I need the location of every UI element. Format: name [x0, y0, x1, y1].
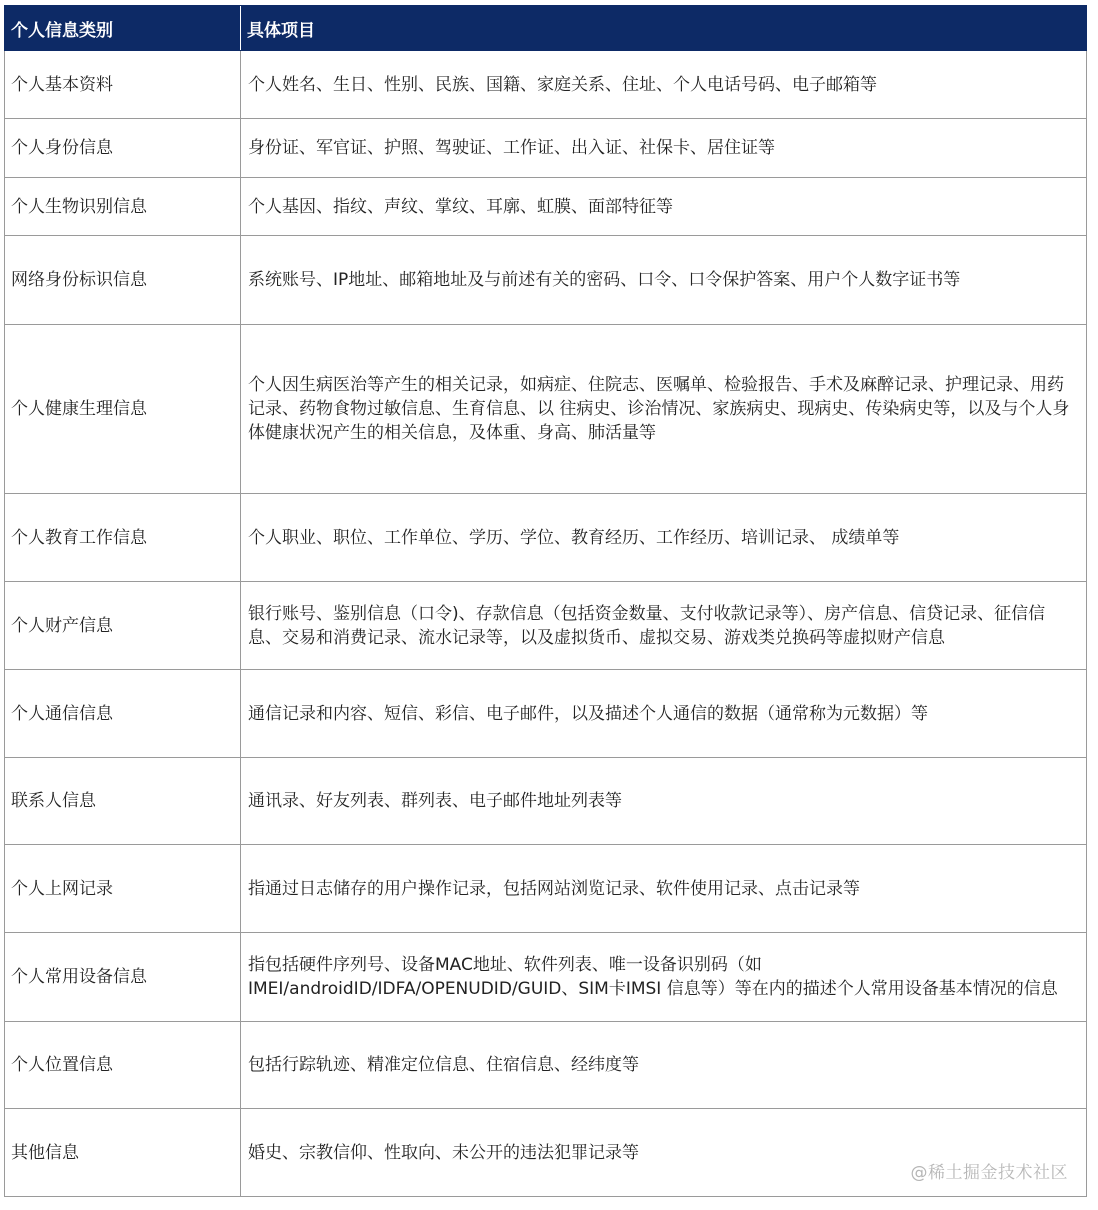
- table-row: [5, 494, 1087, 582]
- header-category: 个人信息类别: [5, 6, 241, 51]
- row-items: 通信记录和内容、短信、彩信、电子邮件，以及描述个人通信的数据（通常称为元数据）等: [241, 670, 1087, 758]
- row-category: 个人身份信息: [5, 119, 241, 178]
- row-items: 婚史、宗教信仰、性取向、未公开的违法犯罪记录等: [241, 1109, 1087, 1197]
- row-category: 个人财产信息: [5, 582, 241, 670]
- table-row: [5, 178, 1087, 236]
- table-row: [5, 119, 1087, 178]
- row-items: 指包括硬件序列号、设备MAC地址、软件列表、唯一设备识别码（如 IMEI/androidID/IDFA/OPENUDID/GUID、SIM卡IMSI 信息等）等在内的描述个人常用设备基本情况的信息: [241, 933, 1087, 1022]
- row-items: 通讯录、好友列表、群列表、电子邮件地址列表等: [241, 758, 1087, 845]
- row-category: 个人基本资料: [5, 51, 241, 119]
- row-category: 网络身份标识信息: [5, 236, 241, 325]
- row-category: 个人健康生理信息: [5, 325, 241, 494]
- row-category: 个人教育工作信息: [5, 494, 241, 582]
- header-items: 具体项目: [241, 6, 1087, 51]
- personal-info-table: [4, 5, 1087, 1197]
- row-items: 个人姓名、生日、性别、民族、国籍、家庭关系、住址、个人电话号码、电子邮箱等: [241, 51, 1087, 119]
- table-row: [5, 845, 1087, 933]
- row-items: 身份证、军官证、护照、驾驶证、工作证、出入证、社保卡、居住证等: [241, 119, 1087, 178]
- row-category: 个人通信信息: [5, 670, 241, 758]
- table-row: [5, 582, 1087, 670]
- row-items: 个人因生病医治等产生的相关记录，如病症、住院志、医嘱单、检验报告、手术及麻醉记录、护理记录、用药记录、药物食物过敏信息、生育信息、以 往病史、诊治情况、家族病史、现病史、传染病史等，以及与个人身体健康状况产生的相关信息，及体重、身高、肺活量等: [241, 325, 1087, 494]
- watermark-text: @稀土掘金技术社区: [910, 1163, 1068, 1183]
- table-row: [5, 670, 1087, 758]
- table-row: [5, 236, 1087, 325]
- row-category: 个人常用设备信息: [5, 933, 241, 1022]
- row-category: 其他信息: [5, 1109, 241, 1197]
- row-items: 个人基因、指纹、声纹、掌纹、耳廓、虹膜、面部特征等: [241, 178, 1087, 236]
- table-row: [5, 51, 1087, 119]
- row-category: 个人位置信息: [5, 1022, 241, 1109]
- row-items: 个人职业、职位、工作单位、学历、学位、教育经历、工作经历、培训记录、 成绩单等: [241, 494, 1087, 582]
- row-items: 包括行踪轨迹、精准定位信息、住宿信息、经纬度等: [241, 1022, 1087, 1109]
- row-items: 指通过日志储存的用户操作记录，包括网站浏览记录、软件使用记录、点击记录等: [241, 845, 1087, 933]
- row-category: 个人上网记录: [5, 845, 241, 933]
- table-row: [5, 758, 1087, 845]
- row-items: 系统账号、IP地址、邮箱地址及与前述有关的密码、口令、口令保护答案、用户个人数字证书等: [241, 236, 1087, 325]
- row-items: 银行账号、鉴别信息（口令)、存款信息（包括资金数量、支付收款记录等）、房产信息、信贷记录、征信信息、交易和消费记录、流水记录等，以及虚拟货币、虚拟交易、游戏类兑换码等虚拟财产信息: [241, 582, 1087, 670]
- table-header-row: [5, 6, 1087, 51]
- table-row: [5, 933, 1087, 1022]
- table-row: [5, 325, 1087, 494]
- table-row: [5, 1022, 1087, 1109]
- table-row: [5, 1109, 1087, 1197]
- row-category: 联系人信息: [5, 758, 241, 845]
- row-category: 个人生物识别信息: [5, 178, 241, 236]
